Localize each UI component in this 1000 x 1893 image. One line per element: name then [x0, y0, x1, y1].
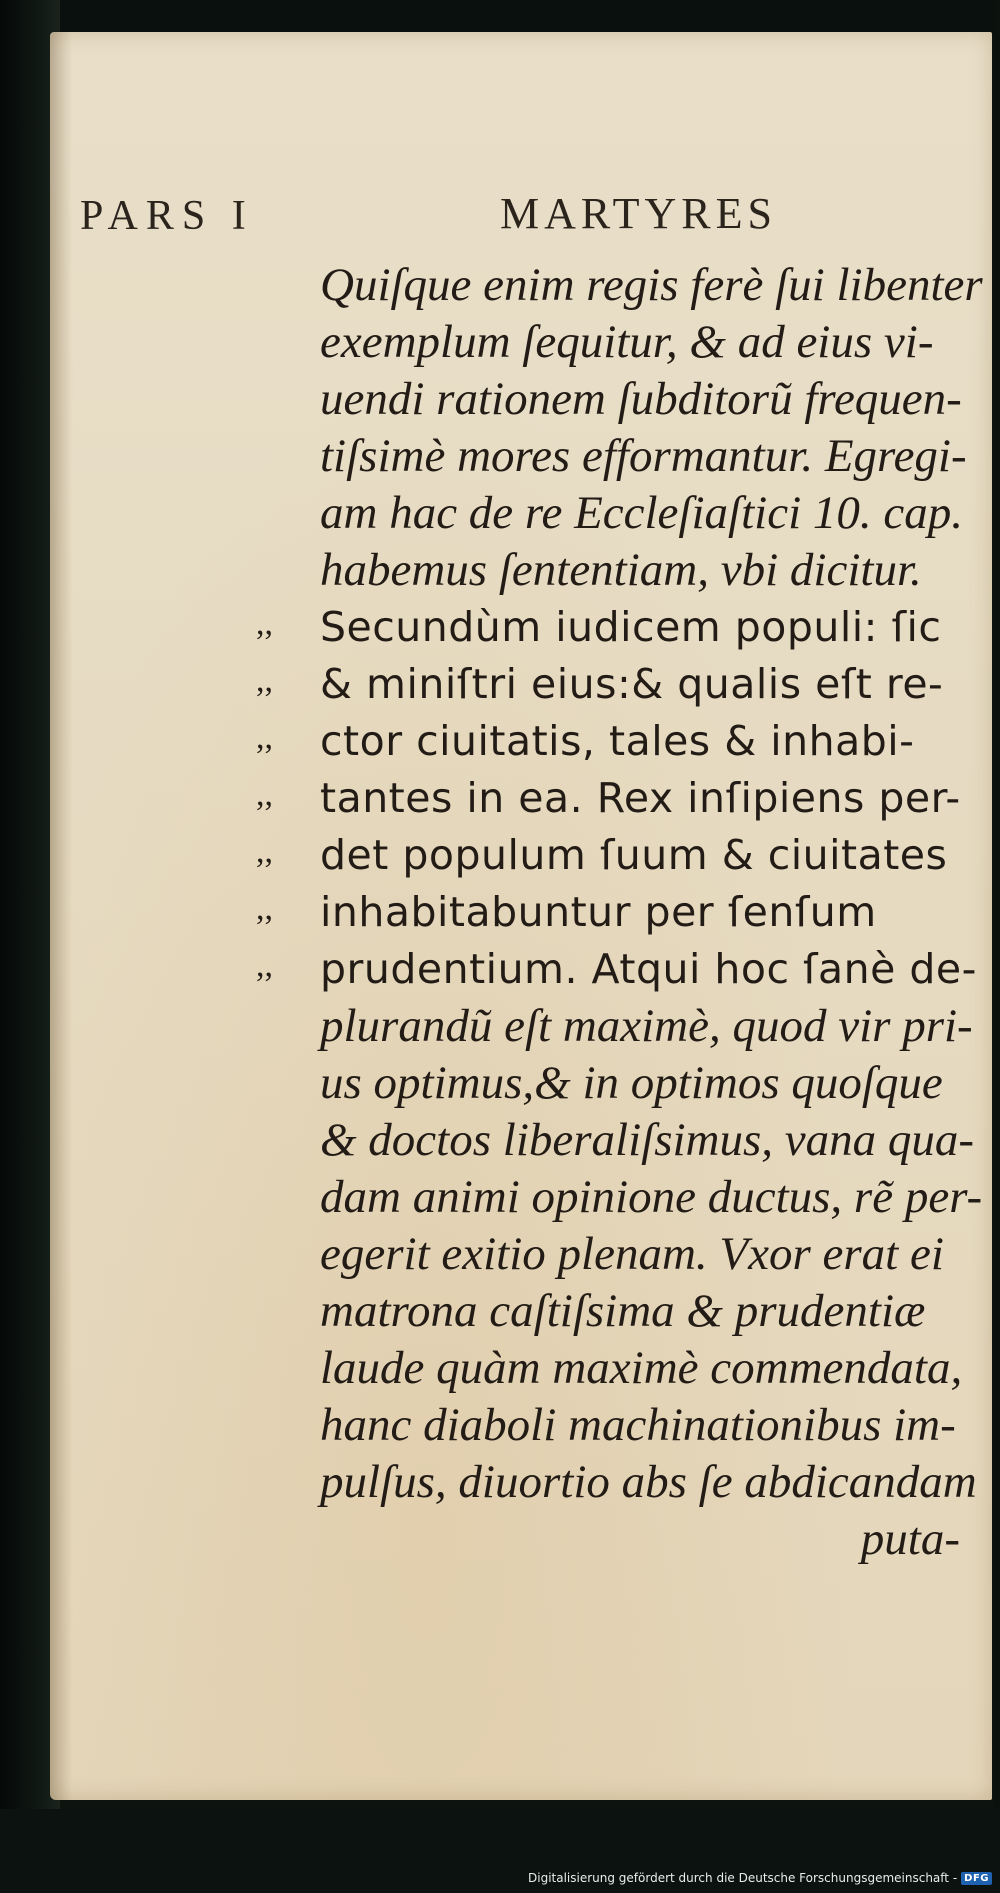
- text-line-content: matrona caſtiſsima & prudentiæ: [320, 1285, 926, 1337]
- text-line: [80, 1283, 980, 1340]
- text-line-content: plurandũ eſt maximè, quod vir pri-: [320, 1000, 973, 1052]
- text-line-content: dam animi opinione ductus, rẽ per-: [320, 1171, 983, 1223]
- book-page: [50, 32, 992, 1800]
- text-line: [80, 656, 980, 713]
- quotation-marker: ,,: [256, 719, 273, 756]
- text-line: [80, 1226, 980, 1283]
- text-line: [80, 1112, 980, 1169]
- body-text: [80, 257, 983, 1568]
- page-title: MARTYRES: [500, 189, 777, 238]
- text-line-content: uendi rationem ſubditorũ frequen-: [320, 373, 962, 425]
- text-line: [80, 1169, 983, 1226]
- running-header: [80, 162, 960, 242]
- text-line: [80, 542, 980, 599]
- text-line-content: Quiſque enim regis ferè ſui libenter: [320, 259, 983, 311]
- part-label: PARS I: [80, 193, 254, 239]
- credit-text: Digitalisierung gefördert durch die Deutsche Forschungsgemeinschaft -: [528, 1871, 958, 1885]
- text-line: [80, 770, 980, 827]
- quotation-marker: ,,: [256, 833, 273, 870]
- text-line-content: prudentium. Atqui hoc ſanè de-: [320, 945, 977, 993]
- quotation-marker: ,,: [256, 890, 273, 927]
- text-line: [80, 1340, 980, 1397]
- page-gutter-shadow: [50, 32, 72, 1800]
- quotation-marker: ,,: [256, 662, 273, 699]
- text-line-content: laude quàm maximè commendata,: [320, 1342, 963, 1394]
- text-line-content: habemus ſententiam, vbi dicitur.: [320, 544, 922, 596]
- text-line: [80, 998, 980, 1055]
- text-line-content: tantes in ea. Rex inſipiens per-: [320, 774, 961, 822]
- scan-right-border: [994, 0, 1000, 1893]
- text-line: [80, 1511, 980, 1568]
- text-line: [80, 371, 980, 428]
- text-line-content: Secundùm iudicem populi: ſic: [320, 603, 942, 651]
- text-line-content: hanc diaboli machinationibus im-: [320, 1399, 956, 1451]
- text-line-content: & doctos liberaliſsimus, vana qua-: [320, 1114, 975, 1166]
- text-line-content: tiſsimè mores efformantur. Egregi-: [320, 430, 967, 482]
- text-line: [80, 257, 983, 314]
- text-line-content: exemplum ſequitur, & ad eius vi-: [320, 316, 934, 368]
- text-line: [80, 713, 980, 770]
- text-line-content: pulſus, diuortio abs ſe abdicandam: [320, 1456, 977, 1508]
- text-line-content: inhabitabuntur per ſenſum: [320, 888, 877, 936]
- scan-top-border: [0, 0, 1000, 34]
- text-line-content: puta-: [860, 1513, 960, 1565]
- dfg-logo-icon: DFG: [961, 1872, 992, 1885]
- quotation-marker: ,,: [256, 605, 273, 642]
- text-line: [80, 827, 980, 884]
- text-line: [80, 314, 980, 371]
- quotation-marker: ,,: [256, 776, 273, 813]
- text-line: [80, 428, 980, 485]
- text-line-content: am hac de re Eccleſiaſtici 10. cap.: [320, 487, 963, 539]
- quotation-marker: ,,: [256, 947, 273, 984]
- digitization-credit: [528, 1871, 992, 1885]
- text-line-content: ctor ciuitatis, tales & inhabi-: [320, 717, 915, 765]
- text-line: [80, 1055, 980, 1112]
- text-line-content: det populum ſuum & ciuitates: [320, 831, 948, 879]
- text-line: [80, 1397, 980, 1454]
- text-line: [80, 941, 980, 998]
- text-line: [80, 485, 980, 542]
- text-line: [80, 599, 980, 656]
- text-line: [80, 884, 980, 941]
- text-line-content: us optimus,& in optimos quoſque: [320, 1057, 943, 1109]
- text-line-content: & miniſtri eius:& qualis eſt re-: [320, 660, 944, 708]
- text-line: [80, 1454, 980, 1511]
- text-line-content: egerit exitio plenam. Vxor erat ei: [320, 1228, 944, 1280]
